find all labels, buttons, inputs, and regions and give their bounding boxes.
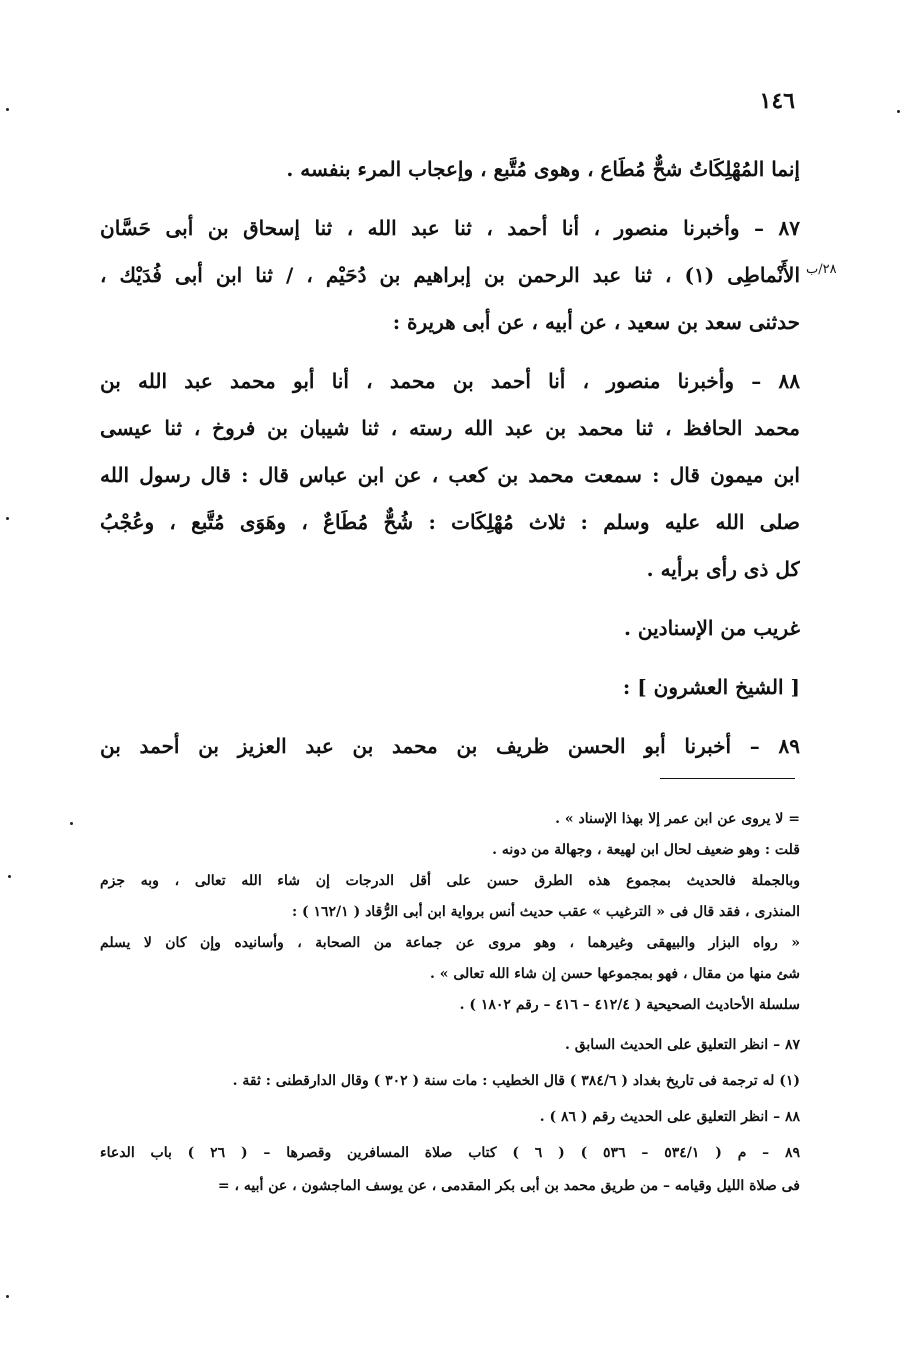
text-line: الأَنْماطِى (١) ، ثنا عبد الرحمن بن إبراهيم بن دُحَيْم ، / ثنا ابن أبى فُدَيْك ، [100,263,800,287]
text-line: إنما المُهْلِكَاتُ شحٌّ مُطَاع ، وهوى مُتَّبع ، وإعجاب المرء بنفسه . [286,157,800,181]
footnote-89-line: ٨٩ – م ( ٥٣٤/١ – ٥٣٦ ) ( ٦ ) كتاب صلاة المسافرين وقصرها – ( ٢٦ ) باب الدعاء [100,1145,800,1161]
footnote-89-line: فى صلاة الليل وقيامه – من طريق محمد بن أبى بكر المقدمى ، عن يوسف الماجشون ، عن أبيه ، = [217,1178,800,1194]
footnote-line: سلسلة الأحاديث الصحيحية ( ٤١٢/٤ – ٤١٦ – رقم ١٨٠٢ ) . [459,997,800,1013]
margin-folio-note: ٢٨/ب [806,262,837,277]
hadith-89 [100,723,800,770]
text-line: ٨٨ – وأخبرنا منصور ، أنا أحمد بن محمد ، أنا أبو محمد عبد الله بن [100,369,800,393]
scan-speck [70,822,73,825]
scan-speck [6,108,9,111]
footnotes [100,804,800,1202]
gharib-remark [100,605,800,652]
footnote-line: قلت : وهو ضعيف لحال ابن لهيعة ، وجهالة من دونه . [492,842,800,858]
scan-speck [8,875,11,878]
footnote-line: المنذرى ، فقد قال فى « الترغيب » عقب حديث أنس برواية ابن أبى الرُّقاد ( ١٦٢/١ ) : [291,904,800,920]
footnote-1: (١) له ترجمة فى تاريخ بغداد ( ٣٨٤/٦ ) قال الخطيب : مات سنة ( ٣٠٢ ) وقال الدارقطنى : ثقة . [232,1073,800,1089]
heading-text: [ الشيخ العشرون ] : [622,675,800,699]
scan-speck [6,1295,9,1298]
footnote-88: ٨٨ – انظر التعليق على الحديث رقم ( ٨٦ ) . [539,1109,800,1125]
hadith-87 [100,205,800,346]
page-number: ١٤٦ [759,88,795,114]
text-line: غريب من الإسنادين . [623,616,800,640]
footnote-87: ٨٧ – انظر التعليق على الحديث السابق . [564,1037,800,1053]
text-line: ٨٩ – أخبرنا أبو الحسن ظريف بن محمد بن عبد العزيز بن أحمد بن [100,734,800,758]
footnote-line: وبالجملة فالحديث بمجموع هذه الطرق حسن على أقل الدرجات إن شاء الله تعالى ، وبه جزم [100,873,800,889]
text-line: حدثنى سعد بن سعيد ، عن أبيه ، عن أبى هريرة : [392,310,800,334]
section-heading [100,664,800,711]
text-line: صلى الله عليه وسلم : ثلاث مُهْلِكَات : شُحٌّ مُطَاعٌ ، وهَوَى مُتَّبع ، وعُجْبُ [100,510,800,534]
hadith-88 [100,358,800,593]
text-line: ابن ميمون قال : سمعت محمد بن كعب ، عن ابن عباس قال : قال رسول الله [100,463,800,487]
footnote-line: = لا يروى عن ابن عمر إلا بهذا الإسناد » . [555,811,800,827]
text-line: محمد الحافظ ، ثنا محمد بن عبد الله رسته ، ثنا شيبان بن فروخ ، ثنا عيسى [100,416,800,440]
main-text [100,146,800,782]
scan-speck [897,110,900,113]
footnote-line: « رواه البزار والبيهقى وغيرهما ، وهو مروى عن جماعة من الصحابة ، وأسانيده وإن كان لا يسلم [100,935,800,951]
hadith-86-ending [100,146,800,193]
footnote-line: شئ منها من مقال ، فهو بمجموعها حسن إن شاء الله تعالى » . [429,966,800,982]
scan-speck [6,517,9,520]
footnote-separator [660,778,795,779]
text-line: كل ذى رأى برأيه . [646,557,800,581]
text-line: ٨٧ – وأخبرنا منصور ، أنا أحمد ، ثنا عبد الله ، ثنا إسحاق بن أبى حَسَّان [100,216,800,240]
